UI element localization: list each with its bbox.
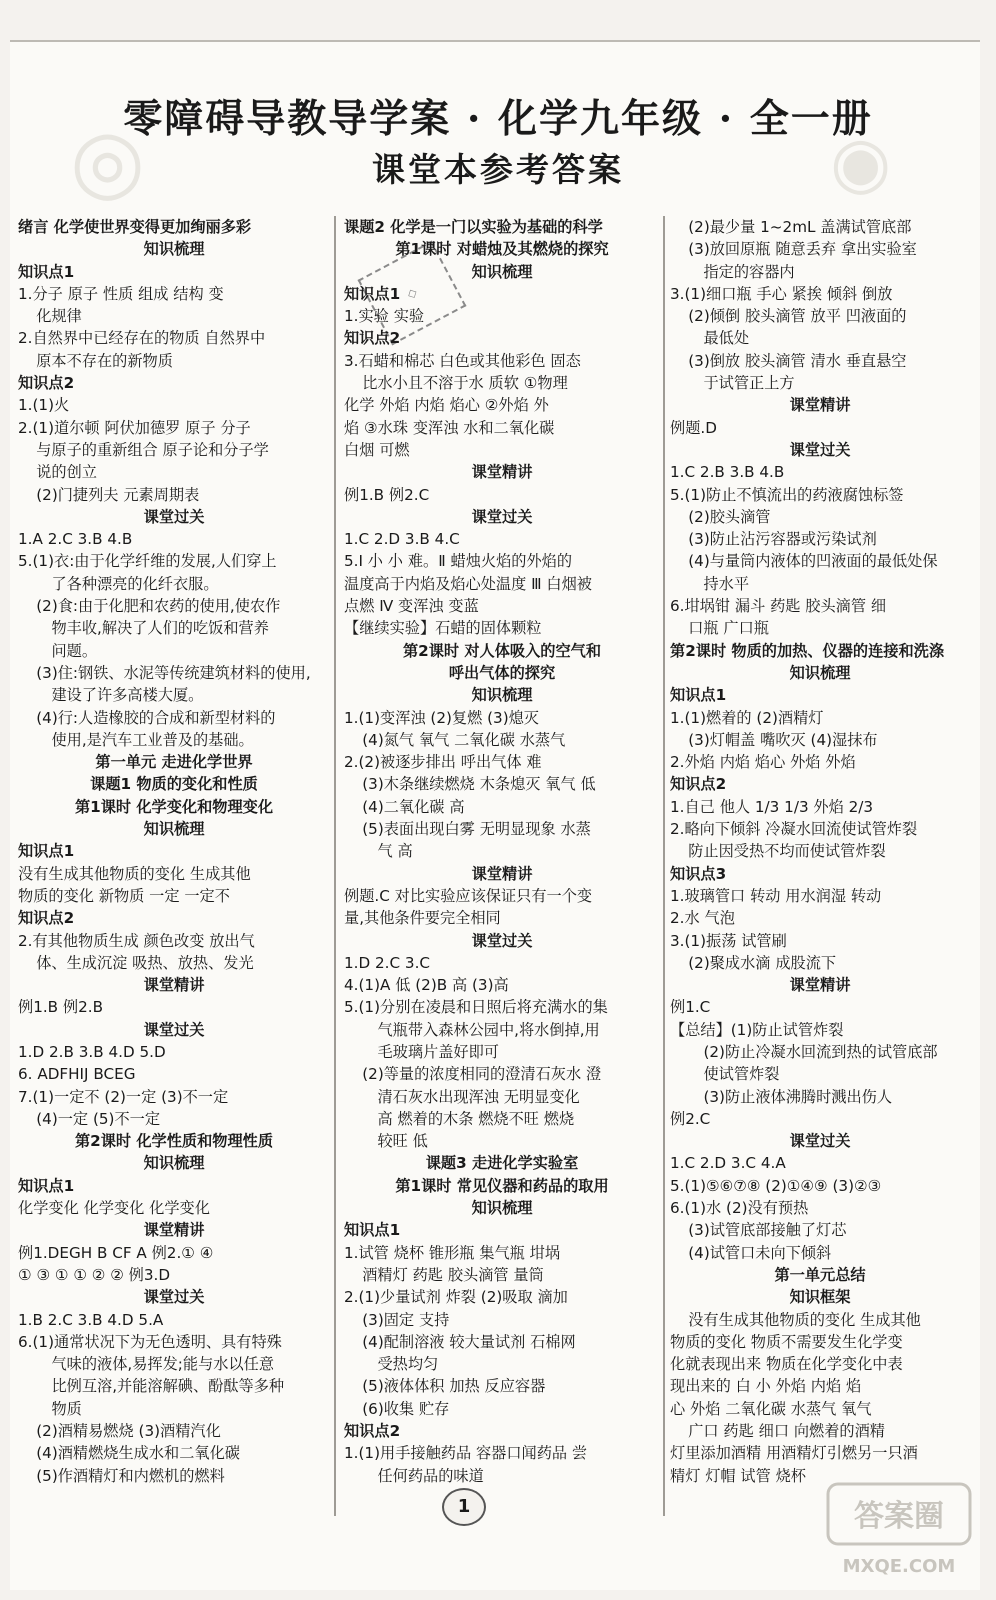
- answer-line: 没有生成其他物质的变化 生成其他: [18, 864, 251, 883]
- answer-line: (5)液体体积 加热 反应容器: [362, 1377, 546, 1396]
- answer-line: 例1.DEGH B CF A 例2.① ④: [18, 1243, 214, 1262]
- answer-line: 5.(1)分别在凌晨和日照后将充满水的集: [344, 998, 608, 1017]
- answer-line: 6.(1)通常状况下为无色透明、具有特殊: [18, 1332, 282, 1351]
- answer-line: 酒精灯 药匙 胶头滴管 量筒: [362, 1265, 544, 1284]
- section-heading: 课堂精讲: [143, 976, 205, 995]
- answer-line: 5.Ⅰ 小 小 难。Ⅱ 蜡烛火焰的外焰的: [344, 552, 573, 571]
- answer-line: 1.B 2.C 3.B 4.D 5.A: [18, 1310, 164, 1329]
- answer-line: (4)配制溶液 较大量试剂 石棉网: [362, 1332, 576, 1351]
- answer-line: 1.分子 原子 性质 组成 结构 变: [18, 284, 224, 303]
- answer-line: 物丰收,解决了人们的吃饭和营养: [51, 619, 269, 638]
- answer-line: 量,其他条件要完全相同: [344, 909, 501, 928]
- answer-line: 精灯 灯帽 试管 烧杯: [670, 1466, 806, 1485]
- answer-line: (4)酒精燃烧生成水和二氧化碳: [36, 1444, 240, 1463]
- answer-line: 使用,是汽车工业普及的基础。: [51, 730, 254, 749]
- answer-line: (3)木条继续燃烧 木条熄灭 氧气 低: [362, 775, 596, 794]
- answer-line: 比水小且不溶于水 质软 ①物理: [362, 374, 568, 393]
- answer-line: 现出来的 白 小 外焰 内焰 焰: [670, 1377, 862, 1396]
- answer-line: 清石灰水出现浑浊 无明显变化: [377, 1087, 580, 1106]
- section-heading: 知识点1: [670, 686, 727, 705]
- answer-line: 于试管正上方: [703, 374, 795, 393]
- section-heading: 知识梳理: [143, 820, 205, 839]
- answer-line: 例题.D: [670, 418, 717, 437]
- answer-line: 最低处: [703, 329, 749, 348]
- answer-line: (3)试管底部接触了灯芯: [688, 1221, 847, 1240]
- section-heading: 知识梳理: [471, 262, 533, 281]
- answer-line: 高 燃着的木条 燃烧不旺 燃烧: [377, 1109, 575, 1128]
- answer-line: 口瓶 广口瓶: [688, 619, 769, 638]
- answer-line: (2)聚成水滴 成股流下: [688, 953, 837, 972]
- answer-line: (3)防止液体沸腾时溅出伤人: [703, 1087, 893, 1106]
- section-heading: 课堂过关: [143, 507, 205, 526]
- section-heading: 知识框架: [789, 1288, 851, 1307]
- answer-line: (5)表面出现白雾 无明显现象 水蒸: [362, 820, 591, 839]
- answer-line: 3.石蜡和棉芯 白色或其他彩色 固态: [344, 351, 581, 370]
- answer-line: (4)一定 (5)不一定: [36, 1109, 161, 1128]
- answer-line: (3)倒放 胶头滴管 清水 垂直悬空: [688, 351, 907, 370]
- section-heading: 知识点1: [18, 842, 75, 861]
- answer-line: 3.(1)细口瓶 手心 紧挨 倾斜 倒放: [670, 284, 893, 303]
- answer-line: (4)氮气 氧气 二氧化碳 水蒸气: [362, 730, 566, 749]
- page-number: 1: [442, 1488, 486, 1526]
- section-heading: 第2课时 对人体吸入的空气和: [402, 641, 602, 660]
- answer-line: 与原子的重新组合 原子论和分子学: [36, 440, 269, 459]
- section-heading: 课题2 化学是一门以实验为基础的科学: [344, 218, 603, 236]
- stamp-watermark: ◇: [358, 241, 467, 346]
- section-heading: 课题1 物质的变化和性质: [90, 775, 258, 794]
- answer-line: 比例互溶,并能溶解碘、酚酞等多种: [51, 1377, 285, 1396]
- answer-line: 问题。: [51, 641, 97, 660]
- answer-line: (3)防止沾污容器或污染试剂: [688, 530, 877, 549]
- answer-line: 白烟 可燃: [344, 440, 410, 459]
- section-heading: 知识点2: [670, 775, 727, 794]
- answer-line: 没有生成其他物质的变化 生成其他: [688, 1310, 921, 1329]
- answer-line: 防止因受热不均而使试管炸裂: [688, 842, 886, 861]
- section-heading: 课堂过关: [471, 507, 533, 526]
- answer-line: 物质: [51, 1399, 82, 1418]
- section-heading: 知识点1: [344, 284, 401, 303]
- section-heading: 绪言 化学使世界变得更加绚丽多彩: [18, 218, 252, 236]
- section-heading: 课堂精讲: [471, 463, 533, 482]
- answer-line: 点燃 Ⅳ 变浑浊 变蓝: [344, 597, 479, 616]
- answer-line: 3.(1)振荡 试管刷: [670, 931, 787, 950]
- answer-line: 1.C 2.D 3.C 4.A: [670, 1154, 786, 1173]
- section-heading: 课堂精讲: [471, 864, 533, 883]
- section-heading: 课堂过关: [143, 1020, 205, 1039]
- answer-line: (2)倾倒 胶头滴管 放平 凹液面的: [688, 307, 907, 326]
- answer-line: (2)食:由于化肥和农药的使用,使农作: [36, 597, 281, 616]
- section-heading: 呼出气体的探究: [448, 663, 556, 682]
- answer-line: 5.(1)防止不慎流出的药液腐蚀标签: [670, 485, 904, 504]
- section-heading: 知识点2: [18, 909, 75, 928]
- section-heading: 知识点1: [18, 262, 75, 281]
- section-heading: 知识梳理: [471, 686, 533, 705]
- answer-line: 例2.C: [670, 1109, 711, 1128]
- answer-line: 6. ADFHIJ BCEG: [18, 1065, 136, 1084]
- section-heading: 课堂过关: [143, 1288, 205, 1307]
- section-heading: 第2课时 物质的加热、仪器的连接和洗涤: [670, 641, 945, 660]
- answer-line: 6.(1)水 (2)没有预热: [670, 1199, 809, 1218]
- answer-line: 例题.C 对比实验应该保证只有一个变: [344, 886, 593, 905]
- section-heading: 知识梳理: [143, 1154, 205, 1173]
- answer-line: 2.(1)道尔顿 阿伏加德罗 原子 分子: [18, 418, 251, 437]
- answer-line: 持水平: [703, 574, 749, 593]
- answer-line: 了各种漂亮的化纤衣服。: [51, 574, 219, 593]
- answer-line: 心 外焰 二氧化碳 水蒸气 氧气: [670, 1399, 872, 1418]
- answer-line: 1.(1)用手接触药品 容器口闻药品 尝: [344, 1444, 588, 1463]
- section-heading: 课堂精讲: [789, 396, 851, 415]
- answer-line: 毛玻璃片盖好即可: [377, 1042, 499, 1061]
- column-divider: [334, 216, 336, 1516]
- answer-line: 化规律: [36, 307, 82, 326]
- answer-line: ① ③ ① ① ② ② 例3.D: [18, 1265, 171, 1284]
- answer-line: 1.玻璃管口 转动 用水润湿 转动: [670, 886, 882, 905]
- answer-line: (2)最少量 1~2mL 盖满试管底部: [688, 218, 912, 236]
- answer-line: (3)灯帽盖 嘴吹灭 (4)湿抹布: [688, 730, 878, 749]
- answer-line: 使试管炸裂: [703, 1065, 780, 1084]
- answer-line: (5)作酒精灯和内燃机的燃料: [36, 1466, 225, 1485]
- answer-line: 例1.C: [670, 998, 711, 1017]
- answer-line: 例1.B 例2.C: [344, 485, 430, 504]
- answer-line: 4.(1)A 低 (2)B 高 (3)高: [344, 976, 509, 995]
- answer-line: 指定的容器内: [703, 262, 795, 281]
- answer-line: 1.D 2.B 3.B 4.D 5.D: [18, 1042, 166, 1061]
- answer-line: (2)等量的浓度相同的澄清石灰水 澄: [362, 1065, 602, 1084]
- answer-line: 5.(1)衣:由于化学纤维的发展,人们穿上: [18, 552, 277, 571]
- answer-line: 建设了许多高楼大厦。: [51, 686, 204, 705]
- section-heading: 第一单元 走进化学世界: [95, 753, 253, 772]
- answer-line: 2.(2)被逐步排出 呼出气体 难: [344, 753, 542, 772]
- answer-line: 1.(1)火: [18, 396, 70, 415]
- answer-line: 1.A 2.C 3.B 4.B: [18, 530, 133, 549]
- answer-line: (3)住:钢铁、水泥等传统建筑材料的使用,: [36, 663, 311, 682]
- answer-line: 体、生成沉淀 吸热、放热、发光: [36, 953, 254, 972]
- answer-line: 气瓶带入森林公园中,将水倒掉,用: [377, 1020, 600, 1039]
- section-heading: 知识梳理: [143, 240, 205, 259]
- answer-line: 受热均匀: [377, 1355, 439, 1374]
- answer-line: 焰 ③水珠 变浑浊 水和二氧化碳: [344, 418, 555, 437]
- answer-line: (4)与量筒内液体的凹液面的最低处保: [688, 552, 938, 571]
- section-heading: 课题3 走进化学实验室: [425, 1154, 579, 1173]
- section-heading: 知识点1: [344, 1221, 401, 1240]
- logo-text: 答案圈: [854, 1499, 944, 1534]
- answer-line: 广口 药匙 细口 向燃着的酒精: [688, 1422, 885, 1441]
- section-heading: 课堂过关: [471, 931, 533, 950]
- answer-line: 温度高于内焰及焰心处温度 Ⅲ 白烟被: [344, 574, 592, 593]
- answer-line: 例1.B 例2.B: [18, 998, 104, 1017]
- section-heading: 第1课时 化学变化和物理变化: [74, 797, 274, 816]
- section-heading: 第一单元总结: [774, 1265, 866, 1284]
- section-heading: 课堂过关: [789, 1132, 851, 1151]
- answer-line: (2)门捷列夫 元素周期表: [36, 485, 200, 504]
- section-heading: 课堂精讲: [143, 1221, 205, 1240]
- answer-line: 7.(1)一定不 (2)一定 (3)不一定: [18, 1087, 229, 1106]
- answer-line: 1.C 2.D 3.B 4.C: [344, 530, 460, 549]
- answer-line: 1.D 2.C 3.C: [344, 953, 431, 972]
- answer-line: 较旺 低: [377, 1132, 428, 1151]
- answer-line: 说的创立: [36, 463, 97, 482]
- answer-line: 【总结】(1)防止试管炸裂: [670, 1020, 844, 1039]
- answer-line: 2.有其他物质生成 颜色改变 放出气: [18, 931, 255, 950]
- answer-line: (3)放回原瓶 随意丢弃 拿出实验室: [688, 240, 917, 259]
- answer-line: 1.C 2.B 3.B 4.B: [670, 463, 785, 482]
- answer-line: 灯里添加酒精 用酒精灯引燃另一只酒: [670, 1444, 918, 1463]
- section-heading: 知识点2: [344, 329, 401, 348]
- section-heading: 知识点3: [670, 864, 727, 883]
- section-heading: 知识梳理: [471, 1199, 533, 1218]
- answer-line: 1.自己 他人 1/3 1/3 外焰 2/3: [670, 797, 874, 816]
- answer-line: 原本不存在的新物质: [36, 351, 173, 370]
- answer-line: 1.(1)变浑浊 (2)复燃 (3)熄灭: [344, 708, 539, 727]
- answer-line: 化学 外焰 内焰 焰心 ②外焰 外: [344, 396, 549, 415]
- answer-line: 1.实验 实验: [344, 307, 425, 326]
- answer-line: 2.水 气泡: [670, 909, 735, 928]
- answer-line: 2.外焰 内焰 焰心 外焰 外焰: [670, 753, 856, 772]
- answer-line: 物质的变化 物质不需要发生化学变: [670, 1332, 903, 1351]
- answer-line: 1.(1)燃着的 (2)酒精灯: [670, 708, 824, 727]
- answer-line: 化就表现出来 物质在化学变化中表: [670, 1355, 903, 1374]
- answer-line: 气味的液体,易挥发;能与水以任意: [51, 1355, 275, 1374]
- section-heading: 知识梳理: [789, 663, 851, 682]
- page-title: 零障碍导教导学案 · 化学九年级 · 全一册: [123, 96, 873, 142]
- column-divider: [663, 216, 665, 1516]
- answer-line: 2.(1)少量试剂 炸裂 (2)吸取 滴加: [344, 1288, 568, 1307]
- section-heading: 第2课时 化学性质和物理性质: [74, 1132, 274, 1151]
- answer-column-left: [18, 216, 330, 1518]
- section-heading: 第1课时 常见仪器和药品的取用: [395, 1176, 609, 1195]
- section-heading: 第1课时 对蜡烛及其燃烧的探究: [395, 240, 609, 259]
- answer-column-middle: [344, 216, 660, 1518]
- answer-line: 气 高: [377, 842, 413, 861]
- answer-line: (4)二氧化碳 高: [362, 797, 465, 816]
- answer-line: (4)试管口未向下倾斜: [688, 1243, 832, 1262]
- answer-line: 任何药品的味道: [377, 1466, 484, 1485]
- answer-line: 1.试管 烧杯 锥形瓶 集气瓶 坩埚: [344, 1243, 561, 1262]
- section-heading: 课堂过关: [789, 440, 851, 459]
- answer-line: (2)酒精易燃烧 (3)酒精汽化: [36, 1422, 221, 1441]
- answer-line: 物质的变化 新物质 一定 一定不: [18, 886, 230, 905]
- answer-column-right: [670, 216, 970, 1518]
- answer-line: 2.自然界中已经存在的物质 自然界中: [18, 329, 266, 348]
- section-heading: 知识点2: [344, 1422, 401, 1441]
- answer-line: (6)收集 贮存: [362, 1399, 450, 1418]
- answer-line: 6.坩埚钳 漏斗 药匙 胶头滴管 细: [670, 597, 887, 616]
- answer-line: 2.略向下倾斜 冷凝水回流使试管炸裂: [670, 820, 918, 839]
- answer-line: (3)固定 支持: [362, 1310, 450, 1329]
- answer-line: (4)行:人造橡胶的合成和新型材料的: [36, 708, 276, 727]
- answer-line: 【继续实验】石蜡的固体颗粒: [344, 619, 542, 638]
- site-logo-watermark: [824, 1480, 974, 1586]
- section-heading: 课堂精讲: [789, 976, 851, 995]
- answer-line: (2)胶头滴管: [688, 507, 771, 526]
- section-heading: 知识点2: [18, 374, 75, 393]
- section-heading: 知识点1: [18, 1176, 75, 1195]
- answer-line: (2)防止冷凝水回流到热的试管底部: [703, 1042, 938, 1061]
- answer-line: 5.(1)⑤⑥⑦⑧ (2)①④⑨ (3)②③: [670, 1176, 882, 1195]
- answer-line: 化学变化 化学变化 化学变化: [18, 1199, 210, 1218]
- background-decoration: ◉: [830, 120, 892, 203]
- logo-url: MXQE.COM: [842, 1556, 956, 1577]
- background-decoration: ◎: [70, 110, 146, 211]
- page-subtitle: 课堂本参考答案: [372, 150, 624, 189]
